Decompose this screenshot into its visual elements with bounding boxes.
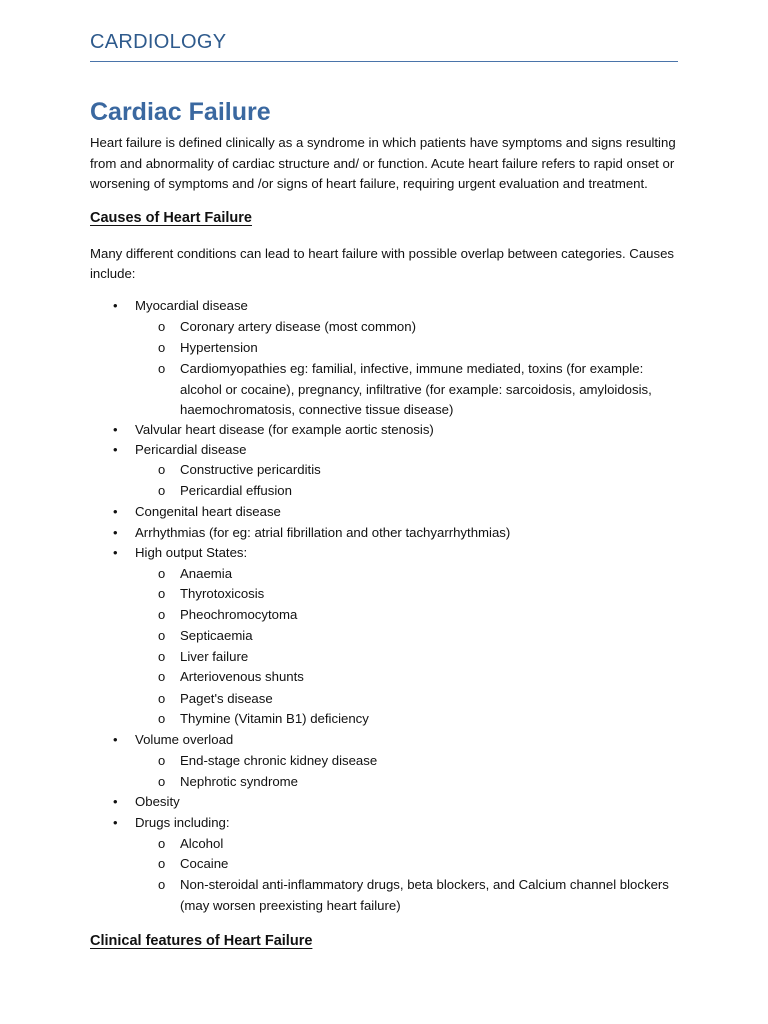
page-header (90, 28, 678, 62)
list-subitem: Arteriovenous shunts (180, 669, 304, 684)
list-subitem: Constructive pericarditis (180, 462, 321, 477)
list-subitem: Coronary artery disease (most common) (180, 319, 416, 334)
sub-bullet-marker: o (158, 566, 166, 581)
sub-bullet-marker: o (158, 856, 166, 871)
list-subitem: Nephrotic syndrome (180, 774, 299, 789)
list-subitem: Thyrotoxicosis (180, 586, 265, 601)
sub-bullet-marker: o (158, 340, 166, 355)
list-subitem: Paget's disease (180, 691, 273, 706)
sub-bullet-marker: o (158, 774, 166, 789)
bullet-marker: • (113, 422, 118, 437)
list-subitem: Pheochromocytoma (180, 607, 298, 622)
bullet-marker: • (113, 545, 118, 560)
sub-bullet-marker: o (158, 711, 166, 726)
bullet-marker: • (113, 732, 118, 747)
list-item: Valvular heart disease (for example aortic stenosis) (135, 422, 434, 437)
list-item: Drugs including: (135, 815, 230, 830)
sub-bullet-marker: o (158, 669, 166, 684)
clinical-features-heading: Clinical features of Heart Failure (90, 933, 313, 949)
sub-bullet-marker: o (158, 649, 166, 664)
list-subitem: End-stage chronic kidney disease (180, 753, 378, 768)
list-subitem: Liver failure (180, 649, 249, 664)
causes-lead-paragraph: Many different conditions can lead to heart failure with possible overlap between categories. Causes include: (90, 246, 675, 281)
sub-bullet-marker: o (158, 691, 166, 706)
sub-bullet-marker: o (158, 319, 166, 334)
sub-bullet-marker: o (158, 462, 166, 477)
list-item: Arrhythmias (for eg: atrial fibrillation and other tachyarrhythmias) (135, 525, 511, 540)
sub-bullet-marker: o (158, 607, 166, 622)
section-title: CARDIOLOGY (90, 31, 227, 53)
sub-bullet-marker: o (158, 753, 166, 768)
bullet-marker: • (113, 442, 118, 457)
list-subitem: Cardiomyopathies eg: familial, infective, immune mediated, toxins (for example: alcohol or cocaine), pregnancy, infiltrative (for example: sarcoidosis, amyloidosis, haemochromatosis, connective tissue disease) (180, 361, 652, 417)
list-item: Congenital heart disease (135, 504, 281, 519)
sub-bullet-marker: o (158, 628, 166, 643)
list-subitem: Septicaemia (180, 628, 253, 643)
sub-bullet-marker: o (158, 836, 166, 851)
sub-bullet-marker: o (158, 877, 166, 892)
list-subitem: Alcohol (180, 836, 224, 851)
bullet-marker: • (113, 794, 118, 809)
intro-paragraph: Heart failure is defined clinically as a syndrome in which patients have symptoms and signs resulting from and abnormality of cardiac structure and/ or function. Acute heart failure refers to rapid onset or worsening of symptoms and /or signs of heart failure, requiring urgent evaluation and treatment. (90, 135, 676, 191)
list-subitem: Thymine (Vitamin B1) deficiency (180, 711, 369, 726)
list-item: Pericardial disease (135, 442, 247, 457)
list-item: Obesity (135, 794, 180, 809)
bullet-marker: • (113, 298, 118, 313)
list-subitem: Pericardial effusion (180, 483, 292, 498)
list-subitem: Cocaine (180, 856, 229, 871)
sub-bullet-marker: o (158, 586, 166, 601)
list-item: High output States: (135, 545, 248, 560)
causes-heading: Causes of Heart Failure (90, 210, 252, 226)
bullet-marker: • (113, 525, 118, 540)
page-title: Cardiac Failure (90, 98, 271, 126)
list-subitem: Anaemia (180, 566, 233, 581)
list-subitem: Non-steroidal anti-inflammatory drugs, beta blockers, and Calcium channel blockers (may worsen preexisting heart failure) (180, 877, 669, 913)
bullet-marker: • (113, 815, 118, 830)
list-item: Volume overload (135, 732, 234, 747)
sub-bullet-marker: o (158, 483, 166, 498)
bullet-marker: • (113, 504, 118, 519)
sub-bullet-marker: o (158, 361, 166, 376)
list-subitem: Hypertension (180, 340, 258, 355)
list-item: Myocardial disease (135, 298, 248, 313)
